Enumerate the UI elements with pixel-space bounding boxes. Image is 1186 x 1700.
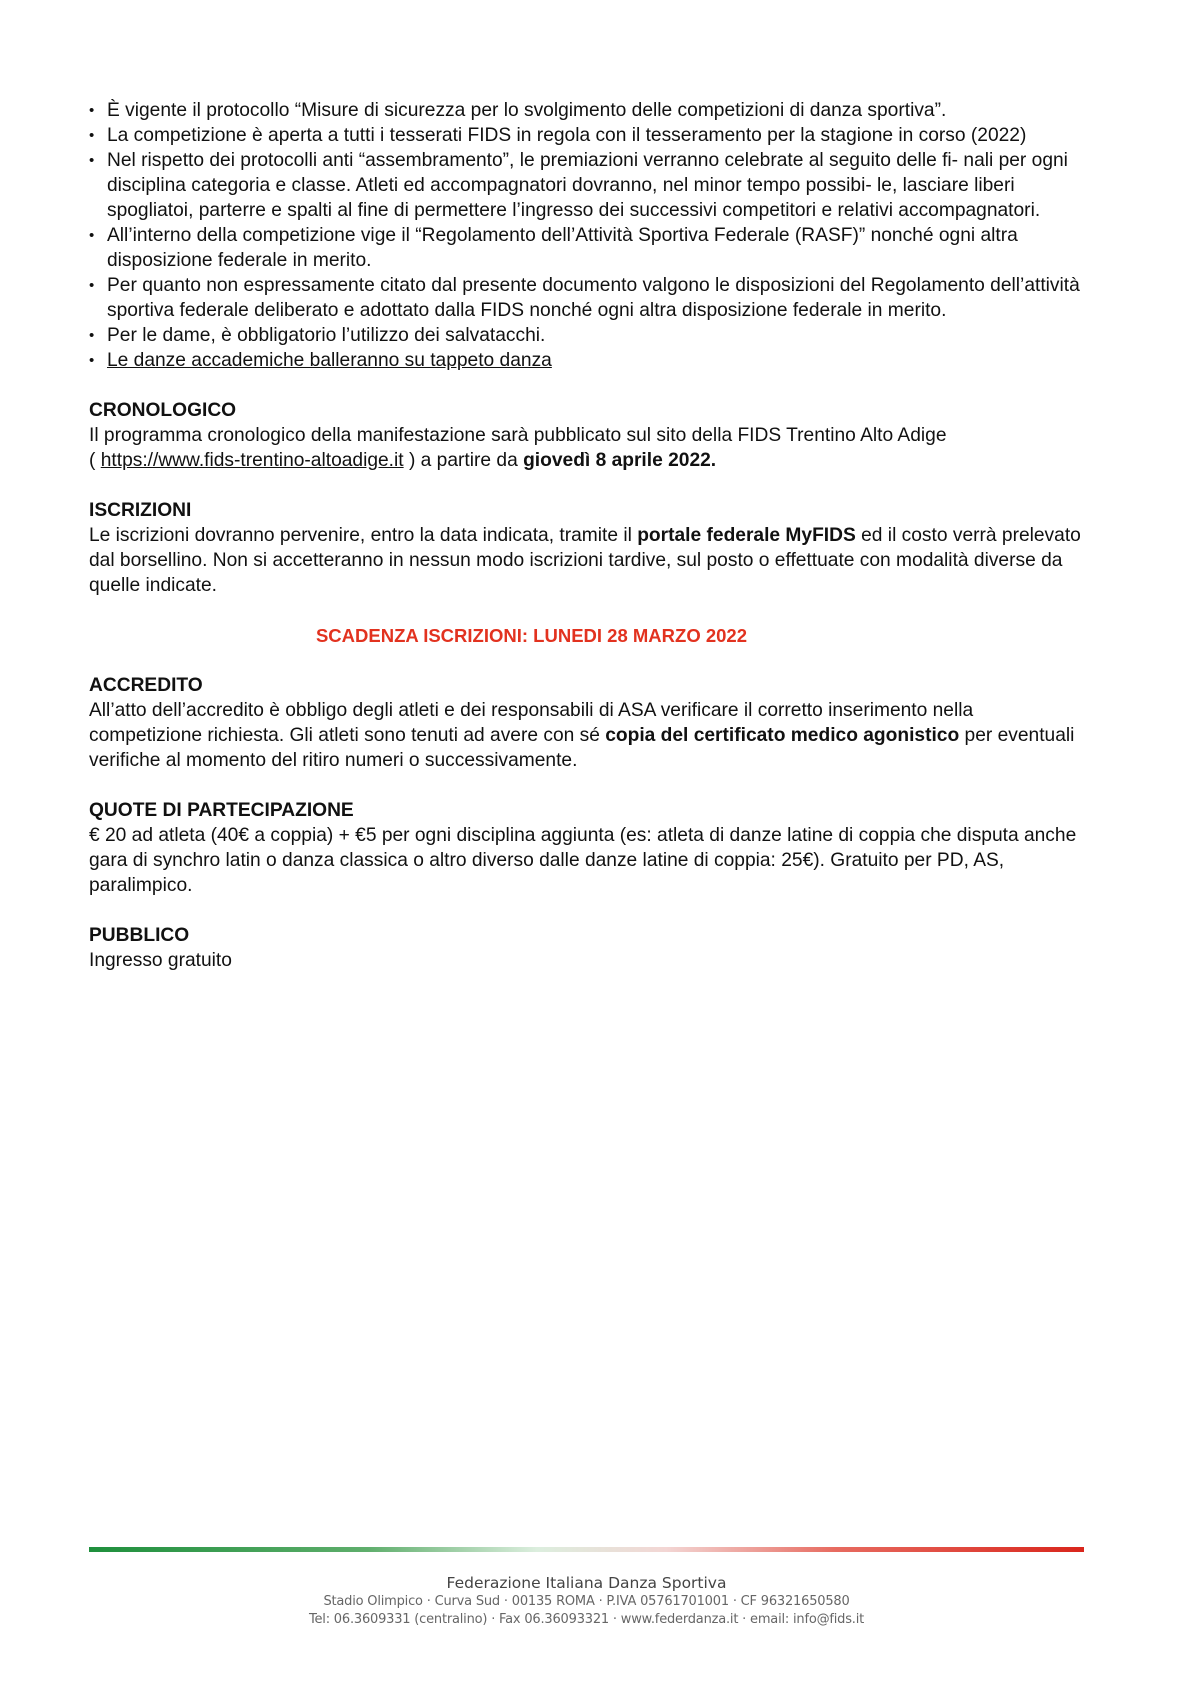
iscrizioni-portal: portale federale MyFIDS <box>637 525 856 546</box>
bullet-icon: • <box>89 127 95 144</box>
section-cronologico <box>89 398 1089 473</box>
bullet-icon: • <box>89 227 95 244</box>
section-iscrizioni <box>89 498 1089 598</box>
bullet-icon: • <box>89 352 95 369</box>
list-item-text: Le danze accademiche balleranno su tappeto danza <box>107 350 552 371</box>
section-heading: ACCREDITO <box>89 675 203 696</box>
footer-contacts: Tel: 06.3609331 (centralino) · Fax 06.36093321 · www.federdanza.it · email: info@fids.it <box>308 1612 865 1627</box>
bullet-icon: • <box>89 277 95 294</box>
list-item-text: Per le dame, è obbligatorio l’utilizzo dei salvatacchi. <box>107 325 546 346</box>
cronologico-middle: ) a partire da <box>403 450 524 471</box>
list-item-text: Nel rispetto dei protocolli anti “assembramento”, le premiazioni verranno celebrate al seguito delle fi- nali per ogni disciplina categoria e classe. Atleti ed accompagnatori dovranno, nel minor tempo possibi- le, lasciare liberi spogliatoi, parterre e spalti al fine di permettere l’ingresso dei successivi competitori e relativi accompagnatori. <box>107 150 1068 221</box>
footer-org-name: Federazione Italiana Danza Sportiva <box>446 1574 727 1592</box>
document-body <box>89 98 1089 973</box>
accredito-text-1: All’atto dell’accredito è obbligo degli atleti e dei responsabili di ASA verificare il corretto inserimento nella competizione richiesta. Gli atleti sono tenuti ad avere con sé <box>89 700 974 746</box>
bullet-icon: • <box>89 102 95 119</box>
list-item <box>89 323 1089 348</box>
website-link[interactable]: https://www.fids-trentino-altoadige.it <box>100 450 404 471</box>
list-item-text: È vigente il protocollo “Misure di sicurezza per lo svolgimento delle competizioni di danza sportiva”. <box>107 100 947 121</box>
deadline-notice: SCADENZA ISCRIZIONI: LUNEDI 28 MARZO 2022 <box>315 625 748 646</box>
list-item <box>89 348 1089 373</box>
list-item <box>89 123 1089 148</box>
list-item-text: All’interno della competizione vige il “Regolamento dell’Attività Sportiva Federale (RASF)” nonché ogni altra disposizione federale in merito. <box>107 225 1018 271</box>
section-quote <box>89 798 1089 898</box>
section-heading: PUBBLICO <box>89 925 190 946</box>
list-item <box>89 98 1089 123</box>
section-heading: QUOTE DI PARTECIPAZIONE <box>89 800 354 821</box>
section-text: € 20 ad atleta (40€ a coppia) + €5 per ogni disciplina aggiunta (es: atleta di danze latine di coppia che disputa anche gara di synchro latin o danza classica o altro diverso dalle danze latine di coppia: 25€). Gratuito per PD, AS, paralimpico. <box>89 825 1077 896</box>
list-item <box>89 148 1089 223</box>
accredito-text-2: per eventuali verifiche al momento del ritiro numeri o successivamente. <box>89 725 1075 771</box>
iscrizioni-text-2: ed il costo verrà prelevato dal borsellino. Non si accetteranno in nessun modo iscrizioni tardive, sul posto o effettuate con modalità diverse da quelle indicate. <box>89 525 1081 596</box>
cronologico-line1: Il programma cronologico della manifestazione sarà pubblicato sul sito della FIDS Trentino Alto Adige <box>89 425 947 446</box>
bullet-icon: • <box>89 327 95 344</box>
section-text <box>89 423 1089 473</box>
footer-divider <box>89 1547 1084 1552</box>
section-text <box>89 523 1089 598</box>
section-accredito <box>89 673 1089 773</box>
section-text: Ingresso gratuito <box>89 950 232 971</box>
program-date: giovedì 8 aprile 2022. <box>523 450 717 471</box>
accredito-certificate: copia del certificato medico agonistico <box>605 725 960 746</box>
section-pubblico <box>89 923 1089 973</box>
list-item <box>89 223 1089 273</box>
list-item <box>89 273 1089 323</box>
footer <box>89 1573 1084 1629</box>
footer-address: Stadio Olimpico · Curva Sud · 00135 ROMA · P.IVA 05761701001 · CF 96321650580 <box>323 1594 850 1609</box>
cronologico-prefix: ( <box>89 450 101 471</box>
rules-list <box>89 98 1089 373</box>
list-item-text: La competizione è aperta a tutti i tesserati FIDS in regola con il tesseramento per la stagione in corso (2022) <box>107 125 1027 146</box>
section-heading: CRONOLOGICO <box>89 400 237 421</box>
section-heading: ISCRIZIONI <box>89 500 192 521</box>
list-item-text: Per quanto non espressamente citato dal presente documento valgono le disposizioni del Regolamento dell’attività sportiva federale deliberato e adottato dalla FIDS nonché ogni altra disposizione federale in merito. <box>107 275 1080 321</box>
section-text <box>89 698 1089 773</box>
iscrizioni-text-1: Le iscrizioni dovranno pervenire, entro la data indicata, tramite il <box>89 525 638 546</box>
bullet-icon: • <box>89 152 95 169</box>
